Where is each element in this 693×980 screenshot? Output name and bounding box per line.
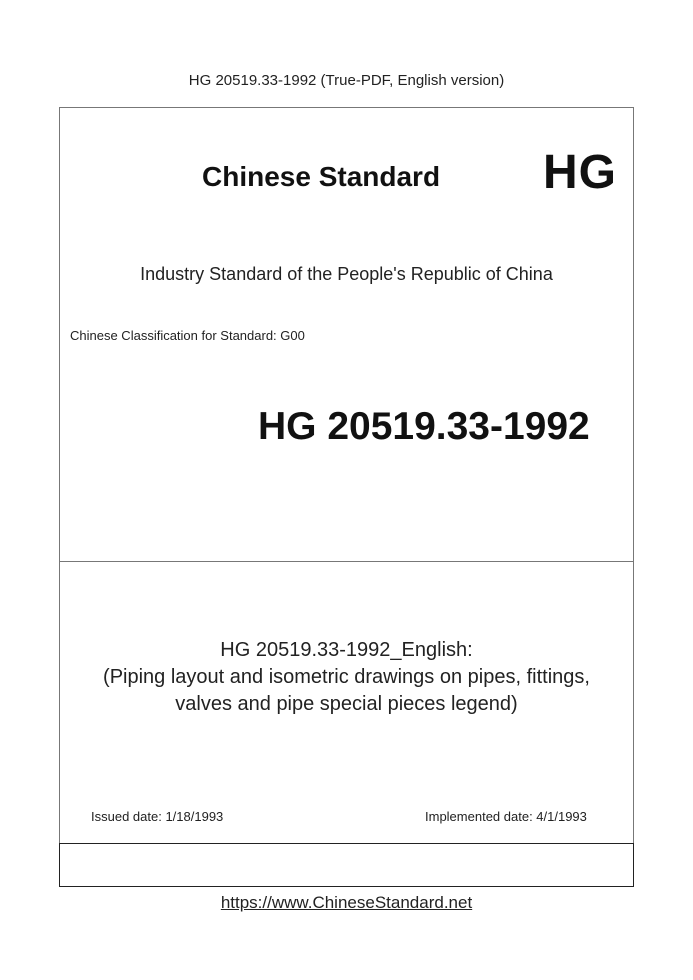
document-title-line: (Piping layout and isometric drawings on pipes, fittings, [103,666,590,688]
document-title [59,637,634,718]
implemented-date: Implemented date: 4/1/1993 [425,809,587,824]
document-header: HG 20519.33-1992 (True-PDF, English version) [188,72,505,89]
standard-category-mark: HG [543,146,617,199]
standard-number: HG 20519.33-1992 [258,405,590,448]
website-link[interactable]: https://www.ChineseStandard.net [220,893,473,912]
document-title-line: valves and pipe special pieces legend) [175,693,518,715]
classification-line: Chinese Classification for Standard: G00 [70,328,305,343]
document-title-line: HG 20519.33-1992_English: [220,639,473,661]
brand-title: Chinese Standard [202,161,441,192]
cover-bottom-panel [59,843,634,887]
issued-date: Issued date: 1/18/1993 [91,809,224,824]
issuer-line: Industry Standard of the People's Republic of China [140,264,553,284]
footer [0,893,693,913]
